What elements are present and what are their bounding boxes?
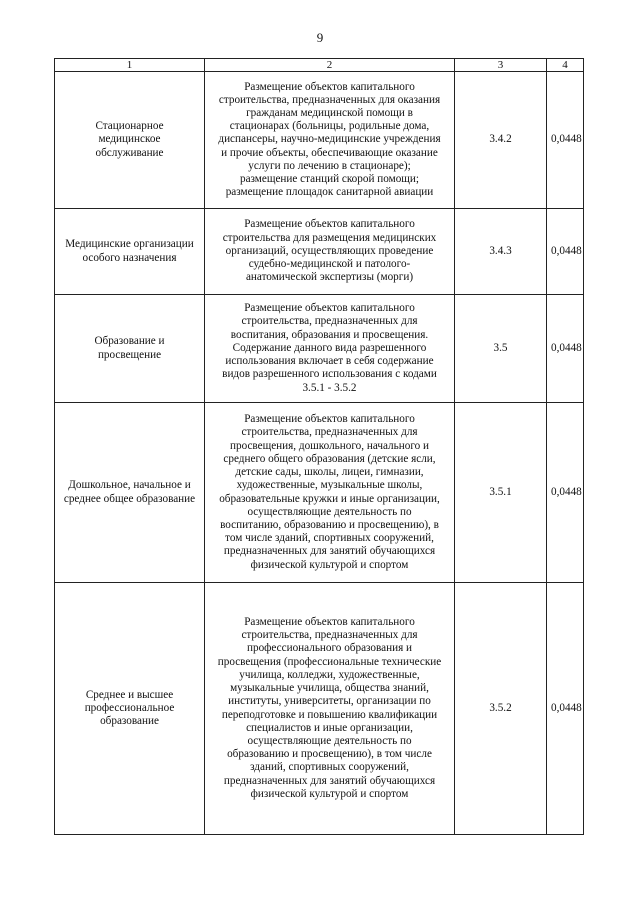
use-type-description: Размещение объектов капитального строительства, предназначенных для просвещения, дошкольного, начального и среднего общего образования (детские ясли, детские сады, школы, лицеи, гимназии, художественные, музыкальные школы, образовательные кружки и иные организации, осуществляющие деятельность по воспитанию, образованию и просвещению), в том числе зданий, спортивных сооружений, предназначенных для занятий обучающихся физической культурой и спортом — [205, 403, 455, 583]
header-col-2: 2 — [205, 59, 455, 72]
use-type-description: Размещение объектов капитального строительства, предназначенных для воспитания, образования и просвещения. Содержание данного вида разрешенного использования включает в себя содержание видов разрешенного использования с кодами 3.5.1 - 3.5.2 — [205, 295, 455, 403]
use-type-name: Стационарное медицинское обслуживание — [55, 72, 205, 209]
coefficient-value: 0,0448 — [547, 295, 584, 403]
use-type-name: Дошкольное, начальное и среднее общее образование — [55, 403, 205, 583]
table-row — [55, 209, 584, 295]
use-type-description: Размещение объектов капитального строительства, предназначенных для оказания гражданам медицинской помощи в стационарах (больницы, родильные дома, диспансеры, научно-медицинские учреждения и прочие объекты, обеспечивающие оказание услуги по лечению в стационаре); размещение станций скорой помощи; размещение площадок санитарной авиации — [205, 72, 455, 209]
table-header-row — [55, 59, 584, 72]
use-type-code: 3.4.2 — [455, 72, 547, 209]
use-type-code: 3.5 — [455, 295, 547, 403]
use-type-description: Размещение объектов капитального строительства для размещения медицинских организаций, осуществляющих проведение судебно-медицинской и патолого- анатомической экспертизы (морги) — [205, 209, 455, 295]
use-type-description: Размещение объектов капитального строительства, предназначенных для профессионального образования и просвещения (профессиональные технические училища, колледжи, художественные, музыкальные училища, общества знаний, институты, университеты, организации по переподготовке и повышению квалификации специалистов и иные организации, осуществляющие деятельность по образованию и просвещению), в том числе зданий, спортивных сооружений, предназначенных для занятий обучающихся физической культурой и спортом — [205, 583, 455, 835]
use-type-code: 3.4.3 — [455, 209, 547, 295]
coefficient-value: 0,0448 — [547, 72, 584, 209]
coefficient-value: 0,0448 — [547, 403, 584, 583]
table-row — [55, 583, 584, 835]
coefficient-value: 0,0448 — [547, 583, 584, 835]
table-row — [55, 403, 584, 583]
use-type-code: 3.5.1 — [455, 403, 547, 583]
use-type-name: Среднее и высшее профессиональное образование — [55, 583, 205, 835]
header-col-4: 4 — [547, 59, 584, 72]
table-row — [55, 72, 584, 209]
table-row — [55, 295, 584, 403]
use-type-name: Образование и просвещение — [55, 295, 205, 403]
land-use-table — [54, 58, 584, 835]
use-type-code: 3.5.2 — [455, 583, 547, 835]
header-col-1: 1 — [55, 59, 205, 72]
header-col-3: 3 — [455, 59, 547, 72]
page-number: 9 — [316, 30, 324, 45]
use-type-name: Медицинские организации особого назначения — [55, 209, 205, 295]
coefficient-value: 0,0448 — [547, 209, 584, 295]
